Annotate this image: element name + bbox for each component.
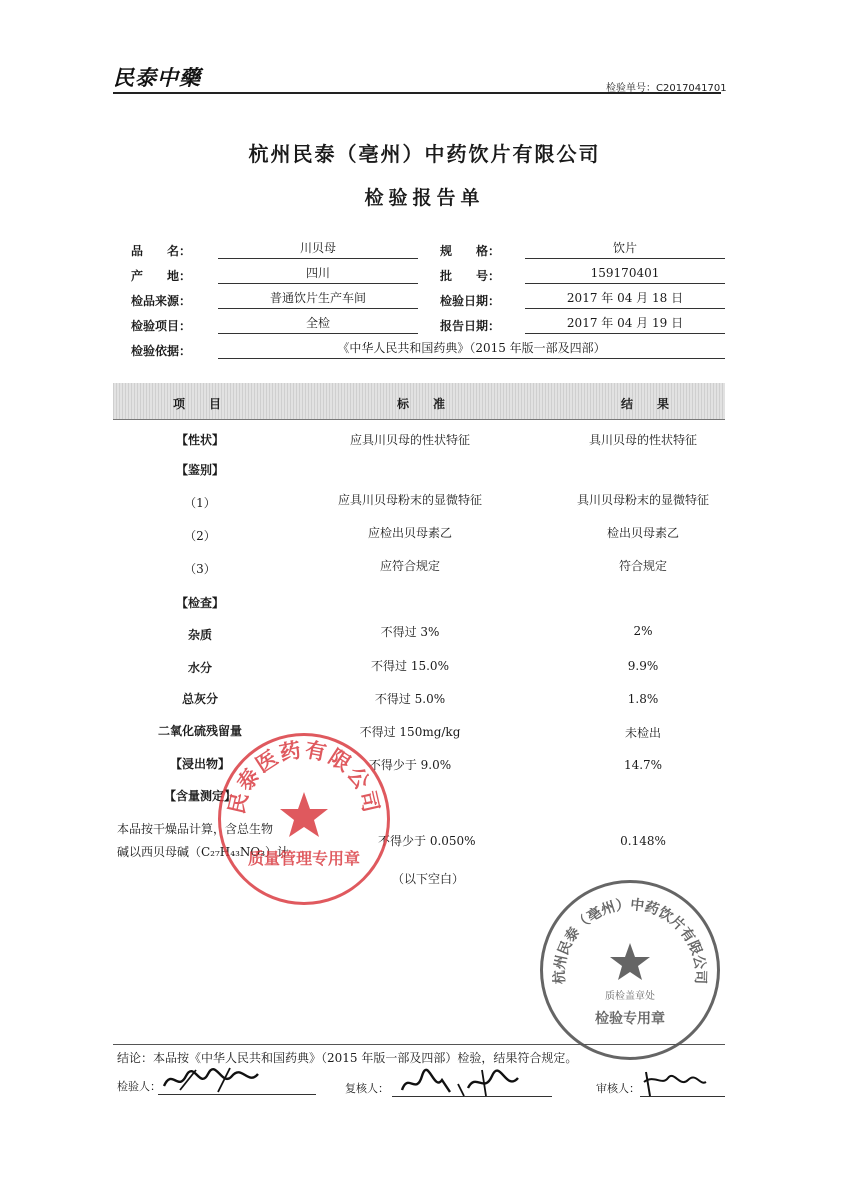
row-standard: 应检出贝母素乙 <box>367 526 452 540</box>
row-standard: 应符合规定 <box>379 559 440 573</box>
batch-label: 批 号： <box>440 269 501 283</box>
row-item: 二氧化硫残留量 <box>157 724 242 738</box>
reviewer-label: 复核人： <box>345 1082 389 1095</box>
conclusion-text: 结论：本品按《中华人民共和国药典》（2015 年版一部及四部）检验，结果符合规定。 <box>117 1051 578 1065</box>
product-label: 品 名： <box>131 244 192 258</box>
item-value: 全检 <box>218 315 418 334</box>
row-result: 具川贝母的性状特征 <box>588 433 697 447</box>
source-label: 检品来源： <box>131 294 192 308</box>
row-item: 水分 <box>187 661 212 675</box>
origin-value: 四川 <box>218 265 418 284</box>
spec-label: 规 格： <box>440 244 501 258</box>
row-result: 2% <box>633 624 653 638</box>
column-header-item: 项 目 <box>173 397 228 411</box>
basis-label: 检验依据： <box>131 344 192 358</box>
row-result: 未检出 <box>624 726 661 740</box>
company-logo: 民泰中藥 <box>113 65 201 90</box>
report-date-value: 2017 年 04 月 19 日 <box>525 315 725 334</box>
inspection-stamp-graphic <box>543 883 717 1057</box>
basis-value: 《中华人民共和国药典》（2015 年版一部及四部） <box>218 340 725 359</box>
origin-label: 产 地： <box>131 269 192 283</box>
batch-value: 159170401 <box>525 265 725 284</box>
row-item: 【鉴别】 <box>175 463 224 477</box>
column-header-result: 结 果 <box>621 397 676 411</box>
report-title: 检验报告单 <box>364 187 485 209</box>
row-result: 14.7% <box>623 758 663 772</box>
row-result: 检出贝母素乙 <box>606 526 679 540</box>
inspection-stamp-middle-text: 质检盖章处 <box>605 991 655 1002</box>
row-standard: 不得过 5.0% <box>374 692 446 706</box>
row-standard: 不得过 3% <box>380 625 440 639</box>
inspector-label: 检验人： <box>117 1080 161 1093</box>
item-label: 检验项目： <box>131 319 192 333</box>
row-standard: 应具川贝母粉末的显微特征 <box>337 493 482 507</box>
row-item: （1） <box>184 496 216 510</box>
footer-divider <box>113 1044 725 1045</box>
inspection-stamp <box>540 880 720 1060</box>
assay-description-line1: 本品按干燥品计算，含总生物 <box>117 822 274 836</box>
company-name: 杭州民泰（亳州）中药饮片有限公司 <box>248 142 601 166</box>
row-standard: 应具川贝母的性状特征 <box>349 433 470 447</box>
reviewer-signature <box>398 1066 528 1100</box>
test-date-label: 检验日期： <box>440 294 501 308</box>
row-standard: 不得少于 9.0% <box>368 758 452 772</box>
source-value: 普通饮片生产车间 <box>218 290 418 309</box>
report-date-label: 报告日期： <box>440 319 501 333</box>
approver-label: 审核人： <box>596 1082 640 1095</box>
test-date-value: 2017 年 04 月 18 日 <box>525 290 725 309</box>
assay-standard: 不得少于 0.050% <box>378 834 476 848</box>
results-table-header <box>113 383 725 420</box>
inspection-stamp-inner-text: 检验专用章 <box>595 1011 665 1027</box>
quality-stamp-outer-text: 民泰医药有限公司 <box>224 737 384 817</box>
header-divider <box>113 92 721 94</box>
row-item: 【检查】 <box>175 596 224 610</box>
row-result: 具川贝母粉末的显微特征 <box>576 493 709 507</box>
row-result: 符合规定 <box>618 559 667 573</box>
quality-stamp-graphic <box>221 736 387 902</box>
approver-signature <box>640 1066 710 1100</box>
quality-stamp <box>218 733 390 905</box>
row-result: 9.9% <box>627 659 659 673</box>
assay-result: 0.148% <box>620 834 666 848</box>
inspector-signature <box>160 1064 270 1096</box>
row-result: 1.8% <box>627 692 659 706</box>
row-item: 【浸出物】 <box>169 757 230 771</box>
column-header-standard: 标 准 <box>397 397 452 411</box>
blank-note: （以下空白） <box>392 872 465 886</box>
row-standard: 不得过 15.0% <box>371 659 449 673</box>
report-number: 检验单号：C2017041701 <box>606 83 727 94</box>
row-item: 【性状】 <box>175 433 224 447</box>
assay-description-line2: 碱以西贝母碱（C₂₇H₄₃NO₃）计 <box>117 845 290 859</box>
row-item: 【含量测定】 <box>163 789 236 803</box>
row-item: 总灰分 <box>181 692 218 706</box>
quality-stamp-inner-text: 质量管理专用章 <box>247 849 361 868</box>
spec-value: 饮片 <box>525 240 725 259</box>
row-item: （3） <box>184 562 216 576</box>
row-item: （2） <box>184 529 216 543</box>
row-standard: 不得过 150mg/kg <box>359 725 461 739</box>
inspection-stamp-outer-text: 杭州民泰（亳州）中药饮片有限公司 <box>551 897 709 985</box>
row-item: 杂质 <box>187 628 212 642</box>
product-value: 川贝母 <box>218 240 418 259</box>
